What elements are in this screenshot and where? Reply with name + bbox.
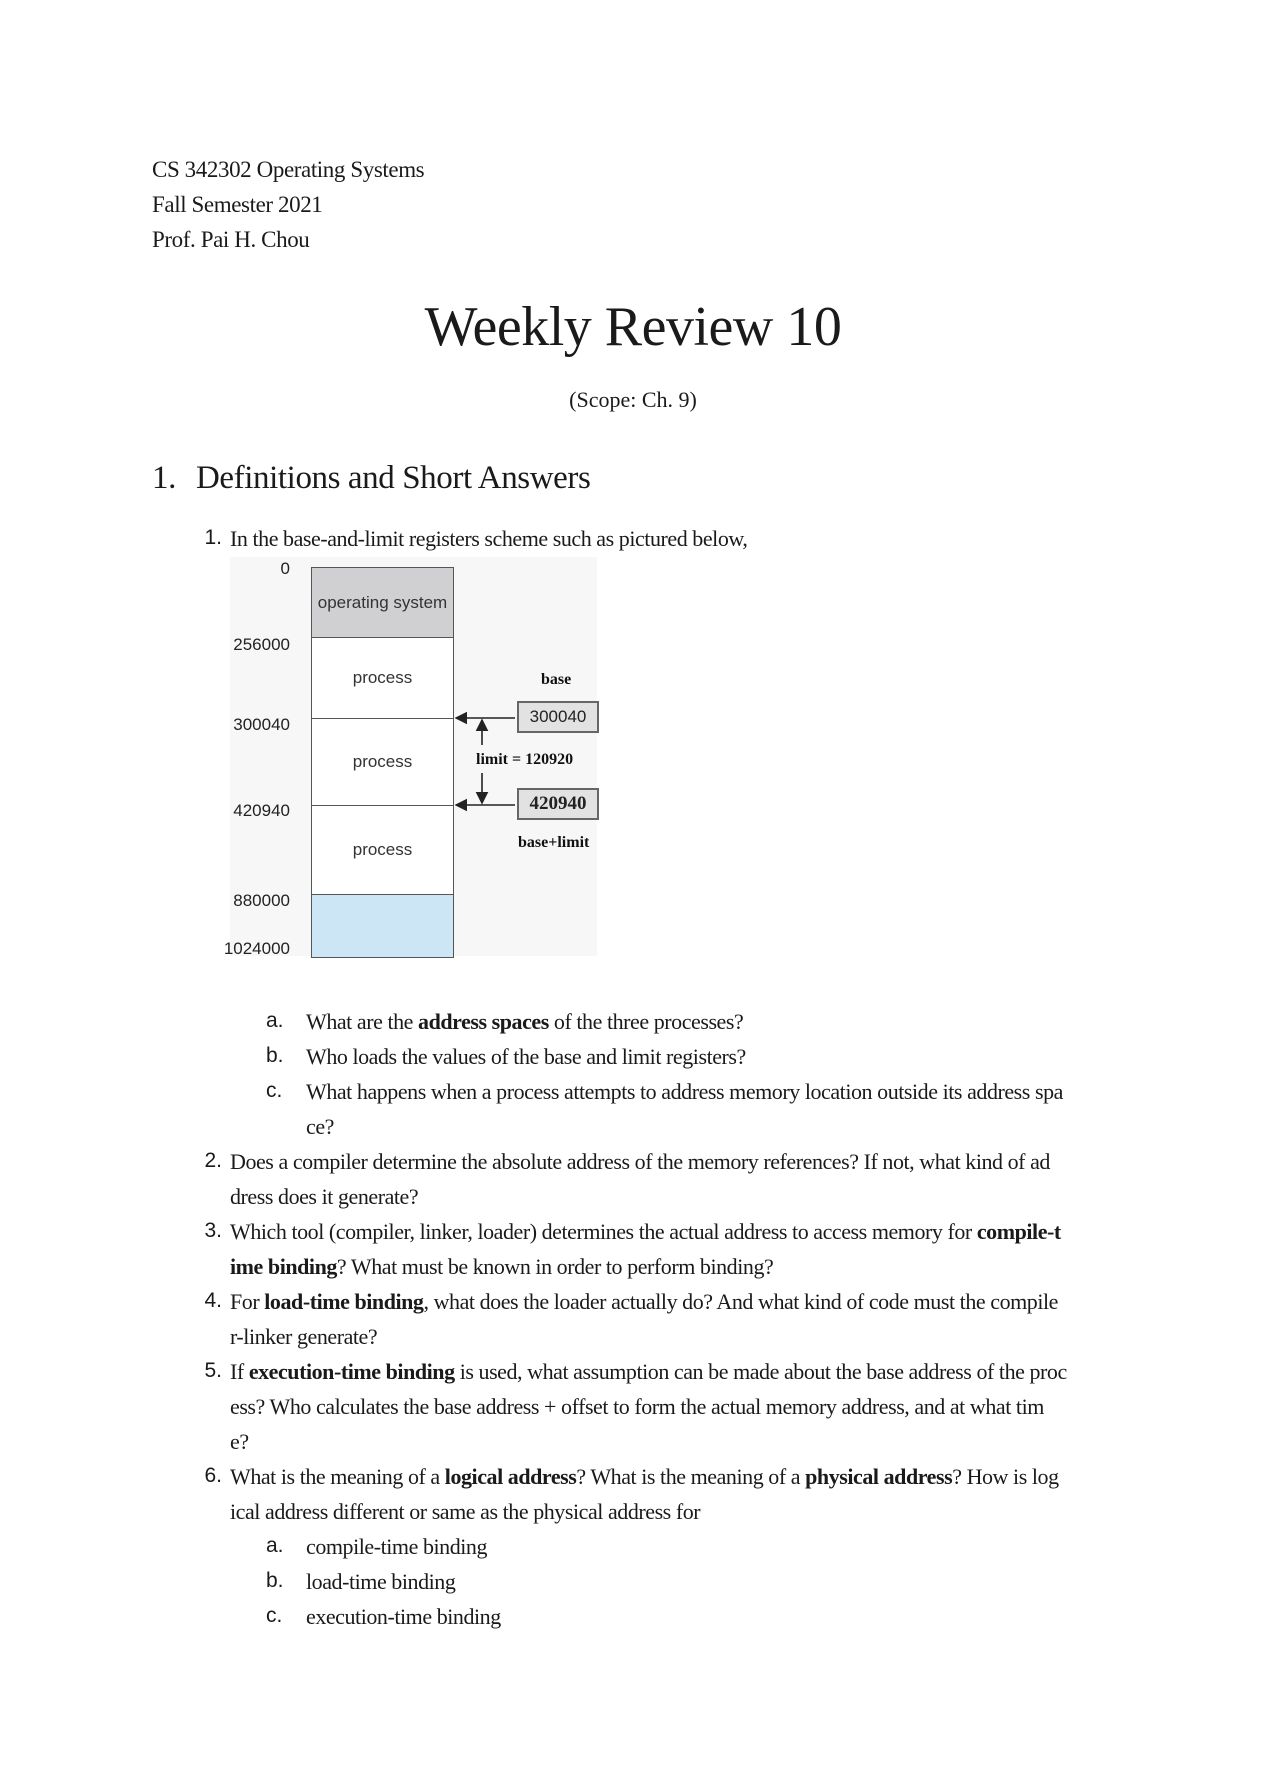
base-limit-label: base+limit [518, 834, 590, 851]
address-label: 420940 [233, 801, 290, 820]
section-number: 1. [152, 460, 176, 496]
base-register: 300040 [517, 701, 599, 733]
limit-label: limit = 120920 [476, 751, 574, 768]
address-label: 0 [280, 559, 290, 578]
document-scope: (Scope: Ch. 9) [569, 387, 697, 412]
sub-marker: c. [266, 1079, 283, 1102]
section-heading [152, 456, 590, 500]
question-text-cont: ical address different or same as the physical address for [230, 1499, 701, 1524]
sub-question-text: load-time binding [306, 1569, 456, 1594]
sub-question-text: compile-time binding [306, 1534, 488, 1559]
sub-marker: a. [266, 1009, 284, 1032]
sub-question-text: What are the address spaces of the three processes? [306, 1009, 744, 1034]
address-label: 300040 [233, 715, 290, 734]
term-execution-time-binding: execution-time binding [248, 1359, 455, 1384]
term-physical-address: physical address [805, 1464, 953, 1489]
question-text-cont: e? [230, 1429, 249, 1454]
professor-line: Prof. Pai H. Chou [152, 227, 310, 252]
question-text: In the base-and-limit registers scheme such as pictured below, [230, 526, 748, 551]
address-label: 880000 [233, 891, 290, 910]
question-text-cont: ess? Who calculates the base address + offset to form the actual memory address, and at what tim [230, 1394, 1044, 1419]
course-line: CS 342302 Operating Systems [152, 157, 425, 182]
sub-marker: b. [266, 1569, 284, 1592]
process-block: process [311, 637, 454, 719]
base-label: base [541, 671, 572, 688]
question-number: 4. [204, 1289, 222, 1312]
address-label: 1024000 [223, 939, 290, 958]
base-limit-register: 420940 [517, 788, 599, 820]
question-number: 6. [204, 1464, 222, 1487]
question-text-cont: dress does it generate? [230, 1184, 419, 1209]
term-compile-time-binding: compile-t [976, 1219, 1061, 1244]
question-text-cont: r-linker generate? [230, 1324, 378, 1349]
section-title: Definitions and Short Answers [196, 460, 591, 496]
question-text: Does a compiler determine the absolute address of the memory references? If not, what kind of ad [230, 1149, 1050, 1174]
question-number: 5. [204, 1359, 222, 1382]
term-logical-address: logical address [444, 1464, 577, 1489]
sub-question-text-cont: ce? [306, 1114, 334, 1139]
address-label: 256000 [233, 635, 290, 654]
process-block: process [311, 805, 454, 895]
question-text: Which tool (compiler, linker, loader) determines the actual address to access memory for compile-t [230, 1219, 1061, 1244]
sub-question-text: execution-time binding [306, 1604, 501, 1629]
memory-layout-diagram [223, 557, 597, 958]
sub-marker: c. [266, 1604, 283, 1627]
question-text: For load-time binding, what does the loader actually do? And what kind of code must the compile [230, 1289, 1058, 1314]
question-number: 2. [204, 1149, 222, 1172]
process-block: process [311, 718, 454, 806]
question-number: 3. [204, 1219, 222, 1242]
question-number: 1. [204, 526, 222, 549]
sub-marker: b. [266, 1044, 284, 1067]
term-load-time-binding: load-time binding [264, 1289, 424, 1314]
question-text: What is the meaning of a logical address? What is the meaning of a physical address? How is log [230, 1464, 1059, 1489]
semester-line: Fall Semester 2021 [152, 192, 323, 217]
sub-marker: a. [266, 1534, 284, 1557]
question-text: If execution-time binding is used, what assumption can be made about the base address of the proc [230, 1359, 1067, 1384]
sub-question-text: Who loads the values of the base and limit registers? [306, 1044, 746, 1069]
question-text-cont: ime binding? What must be known in order to perform binding? [230, 1254, 774, 1279]
os-block: operating system [311, 567, 454, 638]
sub-question-text: What happens when a process attempts to address memory location outside its address spa [306, 1079, 1063, 1104]
document-title: Weekly Review 10 [424, 296, 842, 358]
term-address-spaces: address spaces [418, 1009, 549, 1034]
